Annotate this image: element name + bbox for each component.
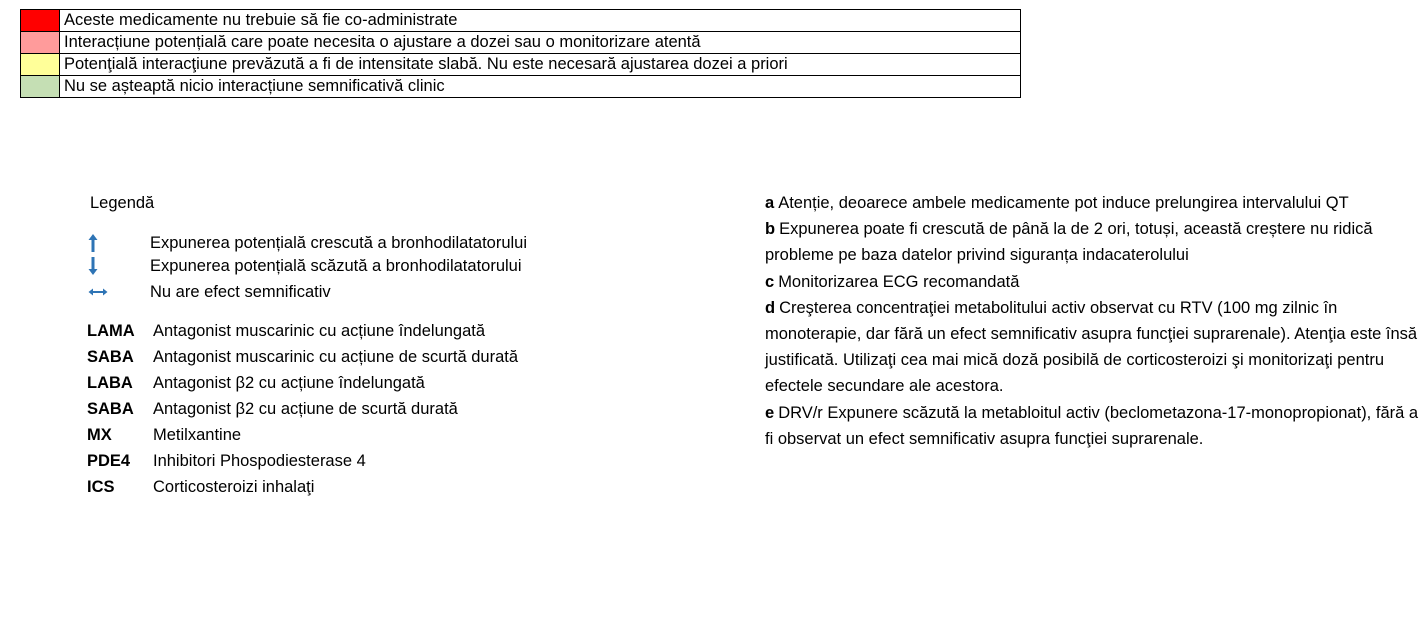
abbr-row-ics: [87, 475, 314, 499]
arrow-down-icon: [88, 256, 150, 276]
legend-title: Legendă: [90, 194, 155, 212]
legend-text-no-effect: Nu are efect semnificativ: [150, 282, 331, 301]
abbr-description: Antagonist muscarinic cu acțiune îndelungată: [153, 321, 486, 340]
abbr-description: Inhibitori Phospodiesterase 4: [153, 451, 366, 470]
abbr-row-pde4: [87, 449, 366, 473]
color-swatch: [21, 10, 60, 32]
color-swatch: [21, 54, 60, 76]
footnote-text: Creşterea concentraţiei metabolitului activ observat cu RTV (100 mg zilnic în monoterapie, dar fără un efect semnificativ asupra funcţiei suprarenale). Atenţia este însă justificată. Utilizaţi cea mai mică doză posibilă de corticosteroizi şi monitorizaţi pentru efectele secundare ale acestora.: [765, 298, 1418, 396]
abbr-label: LAMA: [87, 321, 135, 340]
abbr-label: SABA: [87, 347, 134, 366]
color-key-description: Aceste medicamente nu trebuie să fie co-administrate: [60, 10, 1021, 32]
color-key-row: [21, 54, 1021, 76]
abbr-row-mx: [87, 423, 241, 447]
legend-text-increased: Expunerea potențială crescută a bronhodilatatorului: [150, 233, 528, 252]
color-key-description: Interacțiune potențială care poate necesita o ajustare a dozei sau o monitorizare atentă: [60, 32, 1021, 54]
footnote-d: [765, 295, 1423, 400]
arrow-left-right-icon: [88, 287, 150, 297]
abbr-label: MX: [87, 425, 112, 444]
color-key-table: [20, 9, 1021, 98]
footnote-e: [765, 400, 1423, 452]
legend-row-decreased: [88, 254, 522, 278]
arrow-up-icon: [88, 233, 150, 253]
color-key-description: Potenţială interacţiune prevăzută a fi de intensitate slabă. Nu este necesară ajustarea dozei a priori: [60, 54, 1021, 76]
abbr-description: Antagonist muscarinic cu acțiune de scurtă durată: [153, 347, 519, 366]
abbr-description: Metilxantine: [153, 425, 242, 444]
color-key-row: [21, 32, 1021, 54]
abbr-row-saba-muscarinic: [87, 345, 518, 369]
footnote-text: DRV/r Expunere scăzută la metabloitul activ (beclometazona-17-monopropionat), fără a fi observat un efect semnificativ asupra funcţiei suprarenale.: [765, 403, 1419, 448]
footnote-letter: b: [765, 220, 776, 239]
abbr-row-lama: [87, 319, 485, 343]
abbr-label: LABA: [87, 373, 133, 392]
color-key-row: [21, 76, 1021, 98]
footnote-b: [765, 216, 1423, 268]
legend-text-decreased: Expunerea potențială scăzută a bronhodilatatorului: [150, 256, 522, 275]
footnote-text: Expunerea poate fi crescută de până la de 2 ori, totuși, această creștere nu ridică probleme pe baza datelor privind siguranța indacaterolului: [765, 220, 1373, 265]
footnote-text: Monitorizarea ECG recomandată: [778, 272, 1020, 291]
abbr-description: Antagonist β2 cu acțiune de scurtă durată: [153, 399, 458, 418]
footnote-letter: a: [765, 194, 775, 212]
color-swatch: [21, 76, 60, 98]
footnote-letter: d: [765, 298, 776, 317]
footnote-text: Atenție, deoarece ambele medicamente pot induce prelungirea intervalului QT: [778, 194, 1349, 212]
legend-row-increased: [88, 231, 527, 255]
footnote-a: [765, 190, 1423, 216]
abbr-row-saba-beta2: [87, 397, 458, 421]
abbr-row-laba: [87, 371, 425, 395]
color-key-row: [21, 10, 1021, 32]
footnotes: [765, 190, 1423, 452]
abbr-label: ICS: [87, 477, 115, 496]
color-swatch: [21, 32, 60, 54]
abbr-description: Antagonist β2 cu acțiune îndelungată: [153, 373, 425, 392]
footnote-letter: c: [765, 272, 775, 291]
footnote-c: [765, 269, 1423, 295]
abbr-description: Corticosteroizi inhalaţi: [153, 477, 315, 496]
abbr-label: PDE4: [87, 451, 131, 470]
color-key-description: Nu se așteaptă nicio interacțiune semnificativă clinic: [60, 76, 1021, 98]
legend-row-no-effect: [88, 280, 331, 304]
footnote-letter: e: [765, 403, 775, 422]
abbr-label: SABA: [87, 399, 134, 418]
